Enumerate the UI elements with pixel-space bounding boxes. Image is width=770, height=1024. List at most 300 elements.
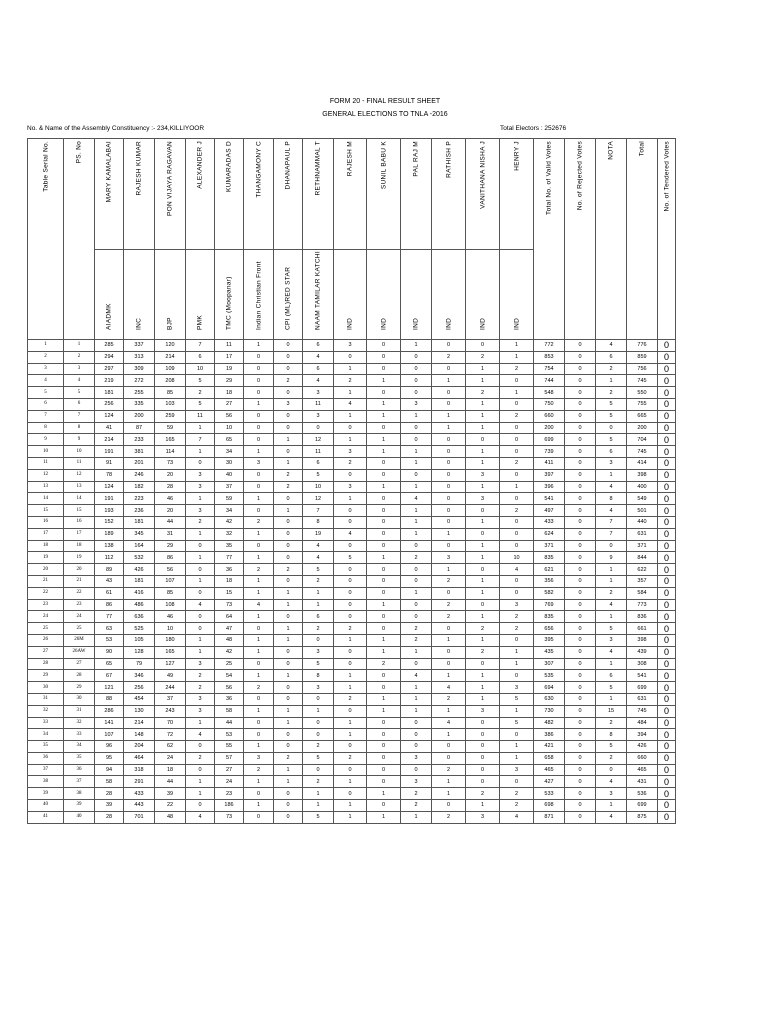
table-cell: 36 (215, 564, 244, 576)
table-cell: 1 (334, 682, 367, 694)
table-cell: 0 (658, 623, 676, 635)
table-cell: 165 (155, 434, 186, 446)
table-cell: 1 (596, 575, 627, 587)
table-cell: 28 (95, 788, 124, 800)
table-cell: 0 (303, 717, 334, 729)
table-cell: 2 (334, 457, 367, 469)
table-cell: 630 (534, 693, 565, 705)
table-cell: 0 (466, 776, 500, 788)
table-cell: 0 (186, 587, 215, 599)
table-cell: 1 (401, 505, 432, 517)
table-cell: 0 (565, 587, 596, 599)
table-cell: 0 (658, 729, 676, 741)
table-cell: 1 (432, 729, 466, 741)
table-cell: 73 (215, 599, 244, 611)
table-cell: 0 (274, 351, 303, 363)
table-cell: 39 (64, 800, 95, 812)
table-cell: 18 (28, 540, 64, 552)
table-cell: 699 (627, 800, 658, 812)
header-serial (28, 139, 64, 340)
candidate-name: VANITHANA NISHA J (479, 141, 486, 209)
table-cell: 773 (627, 599, 658, 611)
table-body (28, 340, 676, 824)
table-cell: 346 (124, 670, 155, 682)
table-row (28, 646, 676, 658)
table-cell: 70 (155, 717, 186, 729)
table-cell: 0 (500, 634, 534, 646)
table-cell: 58 (215, 705, 244, 717)
table-cell: 739 (534, 446, 565, 458)
table-cell: 0 (186, 564, 215, 576)
table-cell: 37 (64, 776, 95, 788)
table-cell: 1 (401, 587, 432, 599)
table-cell: 7 (596, 528, 627, 540)
table-cell: 30 (28, 682, 64, 694)
candidate-party: IND (412, 317, 420, 330)
candidate-party: CPI (ML)RED STAR (284, 266, 292, 330)
table-cell: 0 (565, 634, 596, 646)
table-cell: 0 (658, 505, 676, 517)
table-cell: 38 (28, 776, 64, 788)
table-cell: 0 (466, 505, 500, 517)
table-cell: 19 (303, 528, 334, 540)
table-cell: 2 (596, 717, 627, 729)
table-row (28, 776, 676, 788)
table-cell: 2 (500, 800, 534, 812)
table-cell: 0 (274, 611, 303, 623)
table-cell: 2 (596, 752, 627, 764)
table-cell: 8 (303, 516, 334, 528)
table-cell: 0 (401, 717, 432, 729)
table-cell: 0 (186, 623, 215, 635)
table-cell: 411 (534, 457, 565, 469)
table-cell: 3 (596, 634, 627, 646)
table-cell: 0 (244, 788, 274, 800)
table-cell: 0 (565, 387, 596, 399)
table-cell: 90 (95, 646, 124, 658)
table-cell: 0 (466, 752, 500, 764)
table-cell: 0 (658, 387, 676, 399)
table-cell: 0 (244, 375, 274, 387)
table-row (28, 351, 676, 363)
table-cell: 1 (186, 446, 215, 458)
table-cell: 26M (64, 634, 95, 646)
table-cell: 8 (28, 422, 64, 434)
table-cell: 0 (274, 729, 303, 741)
table-cell: 96 (95, 741, 124, 753)
table-cell: 769 (534, 599, 565, 611)
table-cell: 17 (28, 528, 64, 540)
table-cell: 416 (124, 587, 155, 599)
header-total (627, 139, 658, 340)
table-row (28, 481, 676, 493)
table-cell: 0 (401, 351, 432, 363)
table-cell: 756 (627, 363, 658, 375)
table-cell: 1 (500, 658, 534, 670)
table-cell: 0 (500, 446, 534, 458)
table-cell: 0 (500, 434, 534, 446)
table-cell: 0 (186, 800, 215, 812)
table-cell: 0 (466, 599, 500, 611)
table-cell: 0 (367, 493, 401, 505)
table-cell: 0 (186, 764, 215, 776)
table-cell: 0 (432, 646, 466, 658)
table-cell: 871 (534, 811, 565, 823)
table-cell: 3 (466, 811, 500, 823)
table-cell: 1 (466, 552, 500, 564)
table-cell: 464 (124, 752, 155, 764)
table-cell: 0 (432, 741, 466, 753)
table-cell: 32 (215, 528, 244, 540)
table-cell: 272 (124, 375, 155, 387)
table-cell: 16 (28, 516, 64, 528)
table-cell: 4 (596, 811, 627, 823)
table-cell: 0 (432, 434, 466, 446)
table-cell: 525 (124, 623, 155, 635)
table-cell: 3 (303, 646, 334, 658)
table-cell: 486 (124, 599, 155, 611)
table-cell: 1 (28, 340, 64, 352)
table-cell: 40 (28, 800, 64, 812)
table-cell: 0 (367, 587, 401, 599)
table-cell: 1 (432, 528, 466, 540)
table-cell: 584 (627, 587, 658, 599)
table-cell: 427 (534, 776, 565, 788)
table-cell: 20 (28, 564, 64, 576)
table-cell: 24 (64, 611, 95, 623)
table-cell: 535 (534, 670, 565, 682)
table-cell: 1 (432, 776, 466, 788)
table-cell: 2 (500, 788, 534, 800)
table-cell: 0 (367, 387, 401, 399)
table-cell: 31 (64, 705, 95, 717)
table-cell: 0 (565, 469, 596, 481)
table-cell: 5 (303, 564, 334, 576)
table-cell: 0 (367, 505, 401, 517)
table-cell: 33 (28, 717, 64, 729)
table-cell: 107 (155, 575, 186, 587)
table-cell: 18 (155, 764, 186, 776)
table-cell: 4 (596, 646, 627, 658)
table-cell: 0 (565, 528, 596, 540)
table-cell: 1 (596, 611, 627, 623)
table-cell: 5 (64, 387, 95, 399)
table-cell: 6 (596, 670, 627, 682)
table-cell: 233 (124, 434, 155, 446)
table-cell: 835 (534, 552, 565, 564)
table-cell: 0 (367, 764, 401, 776)
table-cell: 2 (303, 623, 334, 635)
table-cell: 11 (64, 457, 95, 469)
table-cell: 9 (64, 434, 95, 446)
table-cell: 6 (303, 363, 334, 375)
table-cell: 40 (215, 469, 244, 481)
table-cell: 0 (432, 469, 466, 481)
table-cell: 72 (155, 729, 186, 741)
table-cell: 0 (334, 788, 367, 800)
table-cell: 0 (303, 634, 334, 646)
table-cell: 1 (500, 387, 534, 399)
table-cell: 0 (274, 575, 303, 587)
header-candidate (432, 139, 466, 340)
table-row (28, 729, 676, 741)
table-cell: 465 (627, 764, 658, 776)
header-candidate (500, 139, 534, 340)
table-cell: 501 (627, 505, 658, 517)
table-cell: 0 (658, 446, 676, 458)
table-cell: 3 (244, 752, 274, 764)
table-cell: 0 (401, 741, 432, 753)
table-cell: 622 (627, 564, 658, 576)
table-cell: 2 (432, 611, 466, 623)
table-cell: 1 (274, 623, 303, 635)
table-cell: 357 (627, 575, 658, 587)
table-cell: 24 (28, 611, 64, 623)
table-cell: 5 (186, 398, 215, 410)
table-cell: 5 (500, 693, 534, 705)
table-cell: 10 (64, 446, 95, 458)
table-cell: 0 (334, 564, 367, 576)
table-cell: 4 (303, 552, 334, 564)
table-cell: 745 (627, 705, 658, 717)
table-cell: 0 (244, 363, 274, 375)
table-cell: 1 (244, 340, 274, 352)
table-cell: 0 (274, 693, 303, 705)
table-cell: 0 (658, 434, 676, 446)
table-cell: 0 (466, 717, 500, 729)
table-cell: 32 (28, 705, 64, 717)
table-cell: 2 (186, 516, 215, 528)
table-cell: 1 (274, 705, 303, 717)
table-cell: 1 (367, 434, 401, 446)
table-cell: 2 (596, 363, 627, 375)
table-cell: 193 (95, 505, 124, 517)
table-cell: 1 (367, 788, 401, 800)
table-cell: 0 (596, 422, 627, 434)
table-cell: 10 (500, 552, 534, 564)
table-cell: 4 (186, 599, 215, 611)
table-cell: 371 (627, 540, 658, 552)
table-cell: 0 (334, 741, 367, 753)
table-cell: 10 (155, 623, 186, 635)
candidate-party: IND (479, 317, 486, 330)
table-cell: 3 (186, 469, 215, 481)
table-cell: 1 (466, 457, 500, 469)
table-cell: 0 (658, 340, 676, 352)
candidate-party: INC (135, 317, 143, 330)
table-cell: 1 (432, 375, 466, 387)
table-cell: 1 (244, 446, 274, 458)
table-cell: 36 (215, 693, 244, 705)
candidate-name: PON VIJAYA RAGAVAN (166, 141, 174, 216)
table-cell: 4 (432, 717, 466, 729)
table-cell: 3 (244, 457, 274, 469)
table-cell: 0 (401, 599, 432, 611)
table-row (28, 764, 676, 776)
table-cell: 200 (534, 422, 565, 434)
table-cell: 3 (186, 481, 215, 493)
table-row (28, 693, 676, 705)
table-cell: 836 (627, 611, 658, 623)
table-cell: 2 (64, 351, 95, 363)
table-cell: 0 (274, 658, 303, 670)
table-row (28, 575, 676, 587)
table-cell: 15 (596, 705, 627, 717)
table-cell: 318 (124, 764, 155, 776)
table-cell: 0 (500, 540, 534, 552)
table-cell: 201 (124, 457, 155, 469)
table-cell: 4 (334, 528, 367, 540)
table-cell: 1 (367, 552, 401, 564)
table-cell: 541 (627, 670, 658, 682)
table-cell: 4 (596, 481, 627, 493)
table-cell: 0 (432, 387, 466, 399)
header-candidate (401, 139, 432, 340)
table-cell: 2 (334, 693, 367, 705)
table-cell: 0 (658, 741, 676, 753)
table-cell: 0 (367, 717, 401, 729)
table-row (28, 587, 676, 599)
table-cell: 0 (401, 611, 432, 623)
table-cell: 698 (534, 800, 565, 812)
table-cell: 47 (215, 623, 244, 635)
table-cell: 0 (565, 788, 596, 800)
table-cell: 0 (466, 340, 500, 352)
header-candidate (303, 139, 334, 340)
table-cell: 1 (334, 387, 367, 399)
table-cell: 73 (215, 811, 244, 823)
table-cell: 18 (215, 387, 244, 399)
table-cell: 12 (303, 434, 334, 446)
table-cell: 1 (466, 422, 500, 434)
table-row (28, 623, 676, 635)
table-cell: 1 (500, 752, 534, 764)
table-cell: 0 (367, 340, 401, 352)
table-cell: 835 (534, 611, 565, 623)
table-cell: 440 (627, 516, 658, 528)
table-cell: 5 (303, 469, 334, 481)
table-cell: 482 (534, 717, 565, 729)
table-cell: 853 (534, 351, 565, 363)
table-cell: 335 (124, 398, 155, 410)
table-cell: 0 (565, 800, 596, 812)
table-cell: 0 (658, 670, 676, 682)
table-cell: 1 (466, 398, 500, 410)
table-cell: 2 (500, 505, 534, 517)
table-cell: 0 (244, 387, 274, 399)
table-row (28, 505, 676, 517)
table-cell: 107 (95, 729, 124, 741)
table-cell: 0 (367, 729, 401, 741)
table-cell: 57 (215, 752, 244, 764)
table-cell: 1 (303, 599, 334, 611)
table-cell: 2 (500, 363, 534, 375)
table-cell: 3 (500, 599, 534, 611)
table-row (28, 752, 676, 764)
table-cell: 20 (155, 469, 186, 481)
table-cell: 186 (215, 800, 244, 812)
candidate-name: RATHISH P (445, 141, 452, 178)
table-cell: 621 (534, 564, 565, 576)
table-row (28, 788, 676, 800)
table-cell: 1 (401, 340, 432, 352)
table-row (28, 540, 676, 552)
table-cell: 4 (432, 682, 466, 694)
table-cell: 1 (466, 540, 500, 552)
table-cell: 1 (334, 717, 367, 729)
table-cell: 105 (124, 634, 155, 646)
table-cell: 1 (244, 705, 274, 717)
table-cell: 4 (596, 505, 627, 517)
table-cell: 2 (401, 552, 432, 564)
table-cell: 10 (303, 481, 334, 493)
table-cell: 465 (534, 764, 565, 776)
table-cell: 398 (627, 634, 658, 646)
table-cell: 0 (303, 422, 334, 434)
table-cell: 1 (367, 811, 401, 823)
table-cell: 109 (155, 363, 186, 375)
table-cell: 0 (500, 493, 534, 505)
table-cell: 42 (215, 516, 244, 528)
table-row (28, 682, 676, 694)
table-cell: 0 (367, 611, 401, 623)
table-cell: 0 (500, 670, 534, 682)
table-cell: 1 (186, 528, 215, 540)
table-cell: 17 (64, 528, 95, 540)
table-row (28, 410, 676, 422)
table-cell: 0 (500, 587, 534, 599)
table-cell: 4 (500, 564, 534, 576)
table-cell: 182 (124, 481, 155, 493)
candidate-party: AIADMK (105, 303, 113, 330)
table-cell: 30 (64, 693, 95, 705)
table-cell: 5 (303, 752, 334, 764)
table-cell: 48 (215, 634, 244, 646)
table-cell: 181 (124, 575, 155, 587)
table-cell: 1 (367, 481, 401, 493)
table-cell: 56 (215, 682, 244, 694)
header-tendered-votes-label: No. of Tendered Votes (663, 141, 670, 212)
table-cell: 0 (658, 457, 676, 469)
table-cell: 2 (466, 623, 500, 635)
table-cell: 12 (28, 469, 64, 481)
table-cell: 1 (244, 587, 274, 599)
table-cell: 0 (658, 528, 676, 540)
table-cell: 43 (95, 575, 124, 587)
table-cell: 1 (244, 741, 274, 753)
table-cell: 11 (28, 457, 64, 469)
table-cell: 2 (432, 599, 466, 611)
table-cell: 1 (274, 717, 303, 729)
table-cell: 95 (95, 752, 124, 764)
table-cell: 2 (500, 611, 534, 623)
table-cell: 660 (534, 410, 565, 422)
table-cell: 0 (367, 351, 401, 363)
table-cell: 4 (596, 340, 627, 352)
table-cell: 1 (186, 493, 215, 505)
table-cell: 1 (401, 811, 432, 823)
table-cell: 699 (534, 434, 565, 446)
table-cell: 0 (432, 446, 466, 458)
table-cell: 0 (432, 623, 466, 635)
header-rejected-votes (565, 139, 596, 340)
table-row (28, 398, 676, 410)
table-cell: 0 (500, 528, 534, 540)
table-cell: 1 (367, 398, 401, 410)
header-valid-votes-label: Total No. of Valid Votes (545, 141, 553, 215)
table-cell: 536 (627, 788, 658, 800)
table-cell: 9 (596, 552, 627, 564)
